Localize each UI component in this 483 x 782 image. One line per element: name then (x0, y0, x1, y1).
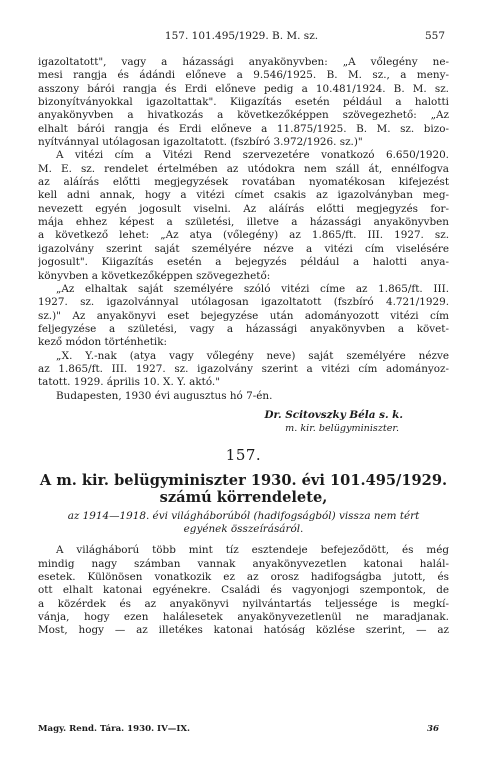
paragraph-decree-body (38, 544, 449, 637)
text-line: az 1.865/ft. III. 1927. sz. igazolvány szerint a vitézi cím adományoz- (38, 362, 449, 375)
text-line: sz.)" Az anyakönyvi eset bejegyzése után adományozott vitézi cím (38, 309, 449, 322)
text-line: ott elhalt katonai egyénekre. Családi és vagyonjogi szempontok, de (38, 584, 449, 597)
paragraph-quote-2 (38, 350, 449, 390)
text-line: a következő lehet: „Az atya (vőlegény) az 1.865/ft. III. 1927. sz. (38, 229, 449, 242)
text-line: mája ehhez képest a születési, illetve a házassági anyakönyvben (38, 216, 449, 229)
text-line: nevezett egyén jogosult viselni. Az aláírás előtti megjegyzés for- (38, 202, 449, 215)
text-line: „Az elhaltak saját személyére szóló vitézi címe az 1.865/ft. III. (56, 282, 449, 295)
paragraph-continuation (38, 56, 449, 149)
place-date: Budapesten, 1930 évi augusztus hó 7-én. (56, 389, 273, 402)
text-line: kező módon történhetik: (38, 336, 168, 349)
text-line: 1927. sz. igazolvánnyal utólagosan igazoltatott (fszbíró 4.721/1929. (38, 296, 449, 309)
text-line: feljegyzése a születési, vagy a házassági anyakönyvben a követ- (38, 322, 449, 335)
signature-name: Dr. Scitovszky Béla s. k. (264, 408, 403, 421)
page-footer (38, 724, 445, 734)
footer-source: Magy. Rend. Tára. 1930. IV—IX. (38, 724, 191, 734)
decree-subtitle-line: az 1914—1918. évi világháborúból (hadifogságból) vissza nem tért (67, 510, 420, 523)
decree-subtitle (38, 510, 449, 536)
paragraph-vitezi-cim (38, 149, 449, 282)
text-line: bizonyítványokkal igazoltattak". Kiigazítás esetén például a halotti (38, 96, 449, 109)
decree-title (38, 472, 449, 506)
section-number: 157. (225, 445, 262, 464)
signature-role: m. kir. belügyminiszter. (285, 422, 399, 434)
text-line: A vitézi cím a Vitézi Rend szervezetére vonatkozó 6.650/1920. (56, 149, 449, 162)
text-line: az aláírás előtti megjegyzések rovatában nyomatékosan kifejezést (38, 176, 449, 189)
text-line: a közérdek és az anyakönyvi nyilvántartás teljessége is megkí- (38, 597, 449, 610)
text-line: vánja, hogy ezen halálesetek anyakönyvezetlenül ne maradjanak. (38, 611, 449, 623)
paragraph-quote-1 (38, 283, 449, 350)
text-line: mesi rangja és ádándi előneve a 9.546/1925. B. M. sz., a meny- (38, 69, 449, 82)
text-line: tatott. 1929. április 10. X. Y. aktó." (38, 376, 221, 389)
text-line: Most, hogy — az illetékes katonai hatóság közlése szerint, — az (38, 624, 449, 637)
text-line: anyakönyvben a hivatkozás a következőképpen szövegezhető: „Az (38, 109, 449, 122)
decree-title-line: A m. kir. belügyminiszter 1930. évi 101.495/1929. (39, 472, 448, 490)
text-line: kell adni annak, hogy a vitézi címet csakis az igazolványban meg- (38, 189, 449, 202)
text-line: jogosult". Kiigazítás esetén a bejegyzés például a halotti anya- (38, 256, 449, 269)
text-line: A világháború több mint tíz esztendeje befejeződött, és még (56, 544, 449, 557)
text-line: igazoltatott", vagy a házassági anyakönyvben: „A vőlegény ne- (38, 56, 449, 68)
text-line: mindig nagy számban vannak anyakönyvezetlen katonai halál- (38, 557, 449, 570)
page-header (38, 30, 445, 44)
text-line: igazolvány szerint saját személyére nézve a vitézi cím viselésére (38, 242, 449, 255)
document-body (38, 56, 449, 638)
text-line: elhalt bárói rangja és Erdi előneve a 11.875/1925. B. M. sz. bizo- (38, 122, 449, 135)
signature-block (38, 409, 449, 435)
decree-title-line: számú körrendelete, (159, 489, 328, 507)
text-line: M. E. sz. rendelet értelmében az utódokra nem száll át, ennélfogva (38, 162, 449, 175)
text-line: asszony bárói rangja és Erdi előneve pedig a 10.481/1924. B. M. sz. (38, 82, 449, 95)
text-line: nyítvánnyal utólagosan igazoltatott. (fszbíró 3.972/1926. sz.)" (38, 136, 363, 149)
footer-signature-mark: 36 (427, 724, 439, 734)
text-line: esetek. Különösen vonatkozik ez az orosz hadifogságba jutott, és (38, 570, 449, 583)
text-line: „X. Y.-nak (atya vagy vőlegény neve) saját személyére nézve (56, 349, 449, 362)
decree-subtitle-line: egyének összeírásáról. (183, 523, 304, 536)
running-title: 157. 101.495/1929. B. M. sz. (164, 30, 319, 42)
text-line: könyvben a következőképpen szövegezhető: (38, 269, 271, 282)
page-number: 557 (424, 30, 445, 42)
